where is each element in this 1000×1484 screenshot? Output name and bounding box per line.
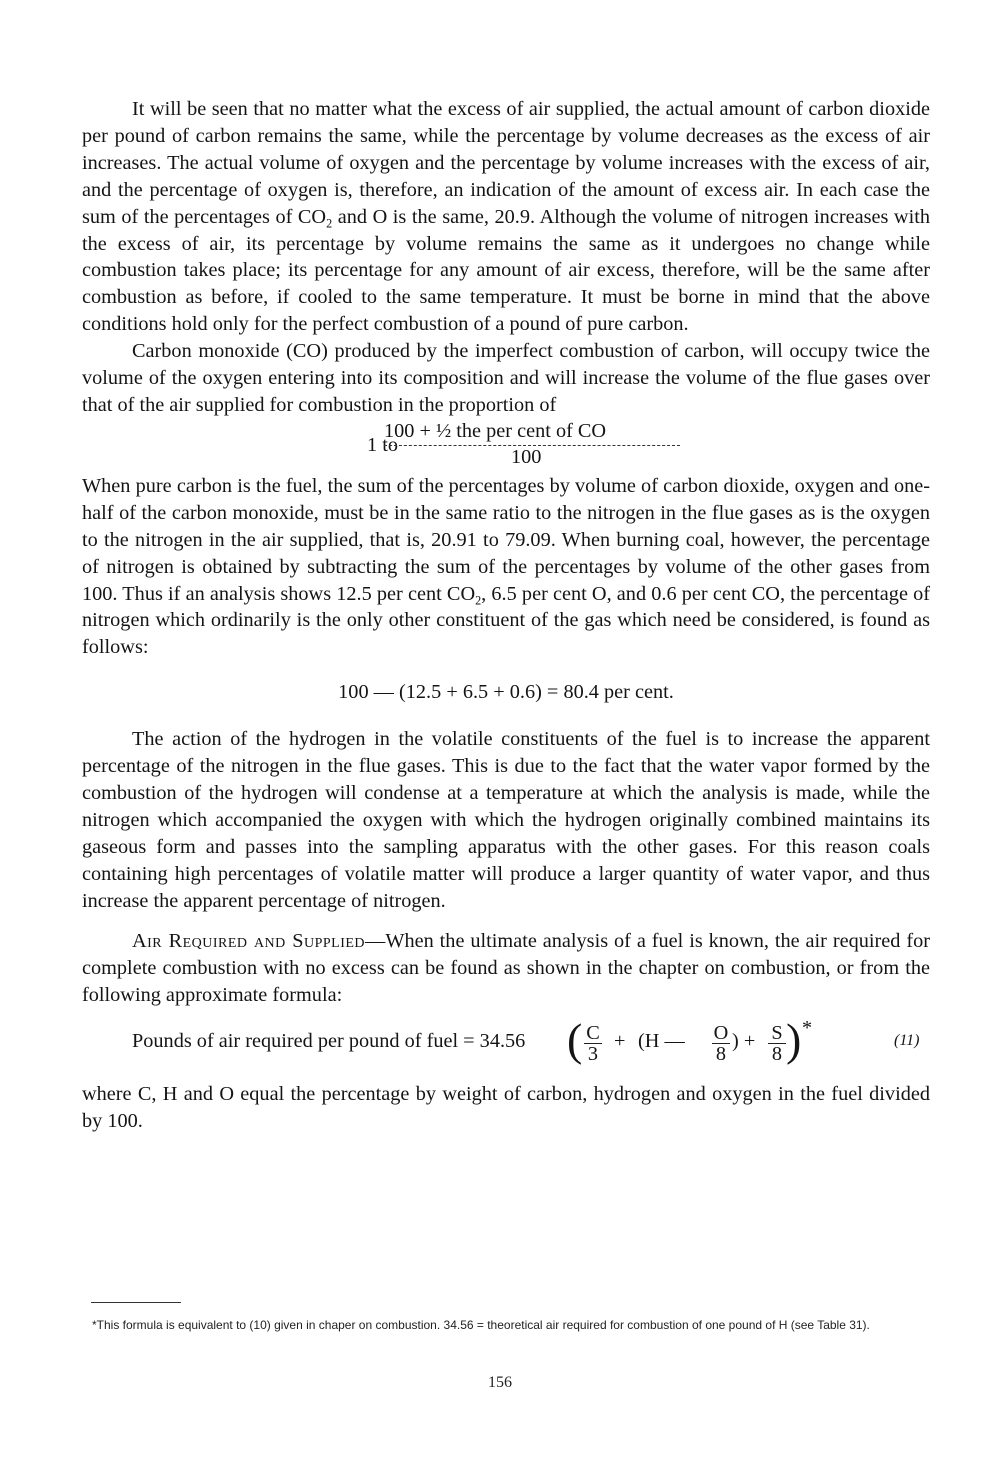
subscript-2b: 2 xyxy=(475,592,482,607)
subscript-2: 2 xyxy=(326,215,333,230)
fraction-c-3 xyxy=(584,1023,602,1064)
proportion-numerator: 100 + ½ the per cent of CO xyxy=(384,419,607,442)
proportion-formula xyxy=(82,419,930,473)
plus-sign: + xyxy=(614,1030,626,1053)
fraction-c-denominator: 3 xyxy=(587,1043,599,1066)
footnote: *This formula is equivalent to (10) given in chaper on combustion. 34.56 = theoretical air required for combustion of one pound of H (see Table 31). xyxy=(92,1318,870,1332)
paragraph-1 xyxy=(82,96,930,338)
paragraph-2: Carbon monoxide (CO) produced by the imperfect combustion of carbon, will occupy twice the volume of the oxygen entering into its composition and will increase the volume of the flue gases over that of the air supplied for combustion in the proportion of xyxy=(82,340,930,416)
paragraph-5 xyxy=(82,928,930,1009)
section-heading: Air Required and Supplied xyxy=(132,930,366,953)
page-number: 156 xyxy=(488,1374,512,1391)
paragraph-3-text-a: When pure carbon is the fuel, the sum of the percentages by volume of carbon dioxide, oxygen and one-half of the carbon monoxide, must be in the same ratio to the nitrogen in the flue gases as is the oxygen to the nitrogen in the air supplied, that is, 20.91 to 79.09. When burning coal, however, the percentage of nitrogen is obtained by subtracting the sum of the percentages by volume of the other gases from 100. Thus if an analysis shows 12.5 per cent CO xyxy=(82,474,930,605)
nitrogen-equation: 100 — (12.5 + 6.5 + 0.6) = 80.4 per cent. xyxy=(338,681,674,704)
page-body xyxy=(82,96,930,1135)
equation-number: (11) xyxy=(894,1032,920,1050)
paragraph-1-text-a: It will be seen that no matter what the excess of air supplied, the actual amount of carbon dioxide per pound of carbon remains the same, while the percentage by volume decreases as the excess of air increases. The actual volume of oxygen and the percentage by volume increases with the excess of air, and the percentage of oxygen is, therefore, an indication of the amount of excess air. In each case the sum of the percentages of CO xyxy=(82,98,930,228)
fraction-c-numerator: C xyxy=(584,1023,602,1044)
fraction-o-numerator: O xyxy=(713,1022,729,1045)
fraction-s-8 xyxy=(768,1023,786,1064)
paragraph-1-text-b: and O is the same, 20.9. Although the volume of nitrogen increases with the excess of air, its percentage by volume remains the same as it undergoes no change while combustion takes place; its percentage for any amount of air excess, therefore, will be the same after combustion as before, if cooled to the same temperature. It must be borne in mind that the above conditions hold only for the perfect combustion of a pound of pure carbon. xyxy=(82,205,930,336)
paragraph-5-text: —When the ultimate analysis of a fuel is known, the air required for complete combustion with no excess can be found as shown in the chapter on combustion, or from the following approximate formula: xyxy=(82,930,930,1007)
air-formula xyxy=(82,1015,930,1073)
open-paren: ( xyxy=(567,1014,583,1066)
fraction-o-8 xyxy=(712,1023,730,1064)
close-plus: ) + xyxy=(732,1030,756,1053)
close-paren: ) xyxy=(786,1014,802,1066)
paragraph-3 xyxy=(82,473,930,661)
footnote-rule xyxy=(91,1302,181,1303)
formula-lhs: Pounds of air required per pound of fuel = 34.56 xyxy=(132,1030,526,1053)
fraction-s-numerator: S xyxy=(768,1023,786,1044)
fraction-o-denominator: 8 xyxy=(715,1043,727,1066)
footnote-star: * xyxy=(802,1017,813,1040)
paragraph-3-text-b: , 6.5 per cent O, and 0.6 per cent CO, the percentage of nitrogen which ordinarily is the only other constituent of the gas which need be considered, is found as follows: xyxy=(82,582,930,659)
h-term: (H — xyxy=(638,1030,685,1053)
fraction-s-denominator: 8 xyxy=(771,1043,783,1066)
paragraph-4: The action of the hydrogen in the volatile constituents of the fuel is to increase the apparent percentage of the nitrogen in the flue gases. This is due to the fact that the water vapor formed by the combustion of the hydrogen will condense at a temperature at which the analysis is made, while the nitrogen which accompanied the oxygen with which the hydrogen originally combined maintains its gaseous form and passes into the sampling apparatus with the other gases. For this reason coals containing high percentages of volatile matter will produce a larger quantity of water vapor, and thus increase the apparent percentage of nitrogen. xyxy=(82,728,930,912)
proportion-one-to: 1 to xyxy=(367,433,398,456)
proportion-denominator: 100 xyxy=(511,445,542,468)
paragraph-6: where C, H and O equal the percentage by weight of carbon, hydrogen and oxygen in the fuel divided by 100. xyxy=(82,1083,930,1133)
